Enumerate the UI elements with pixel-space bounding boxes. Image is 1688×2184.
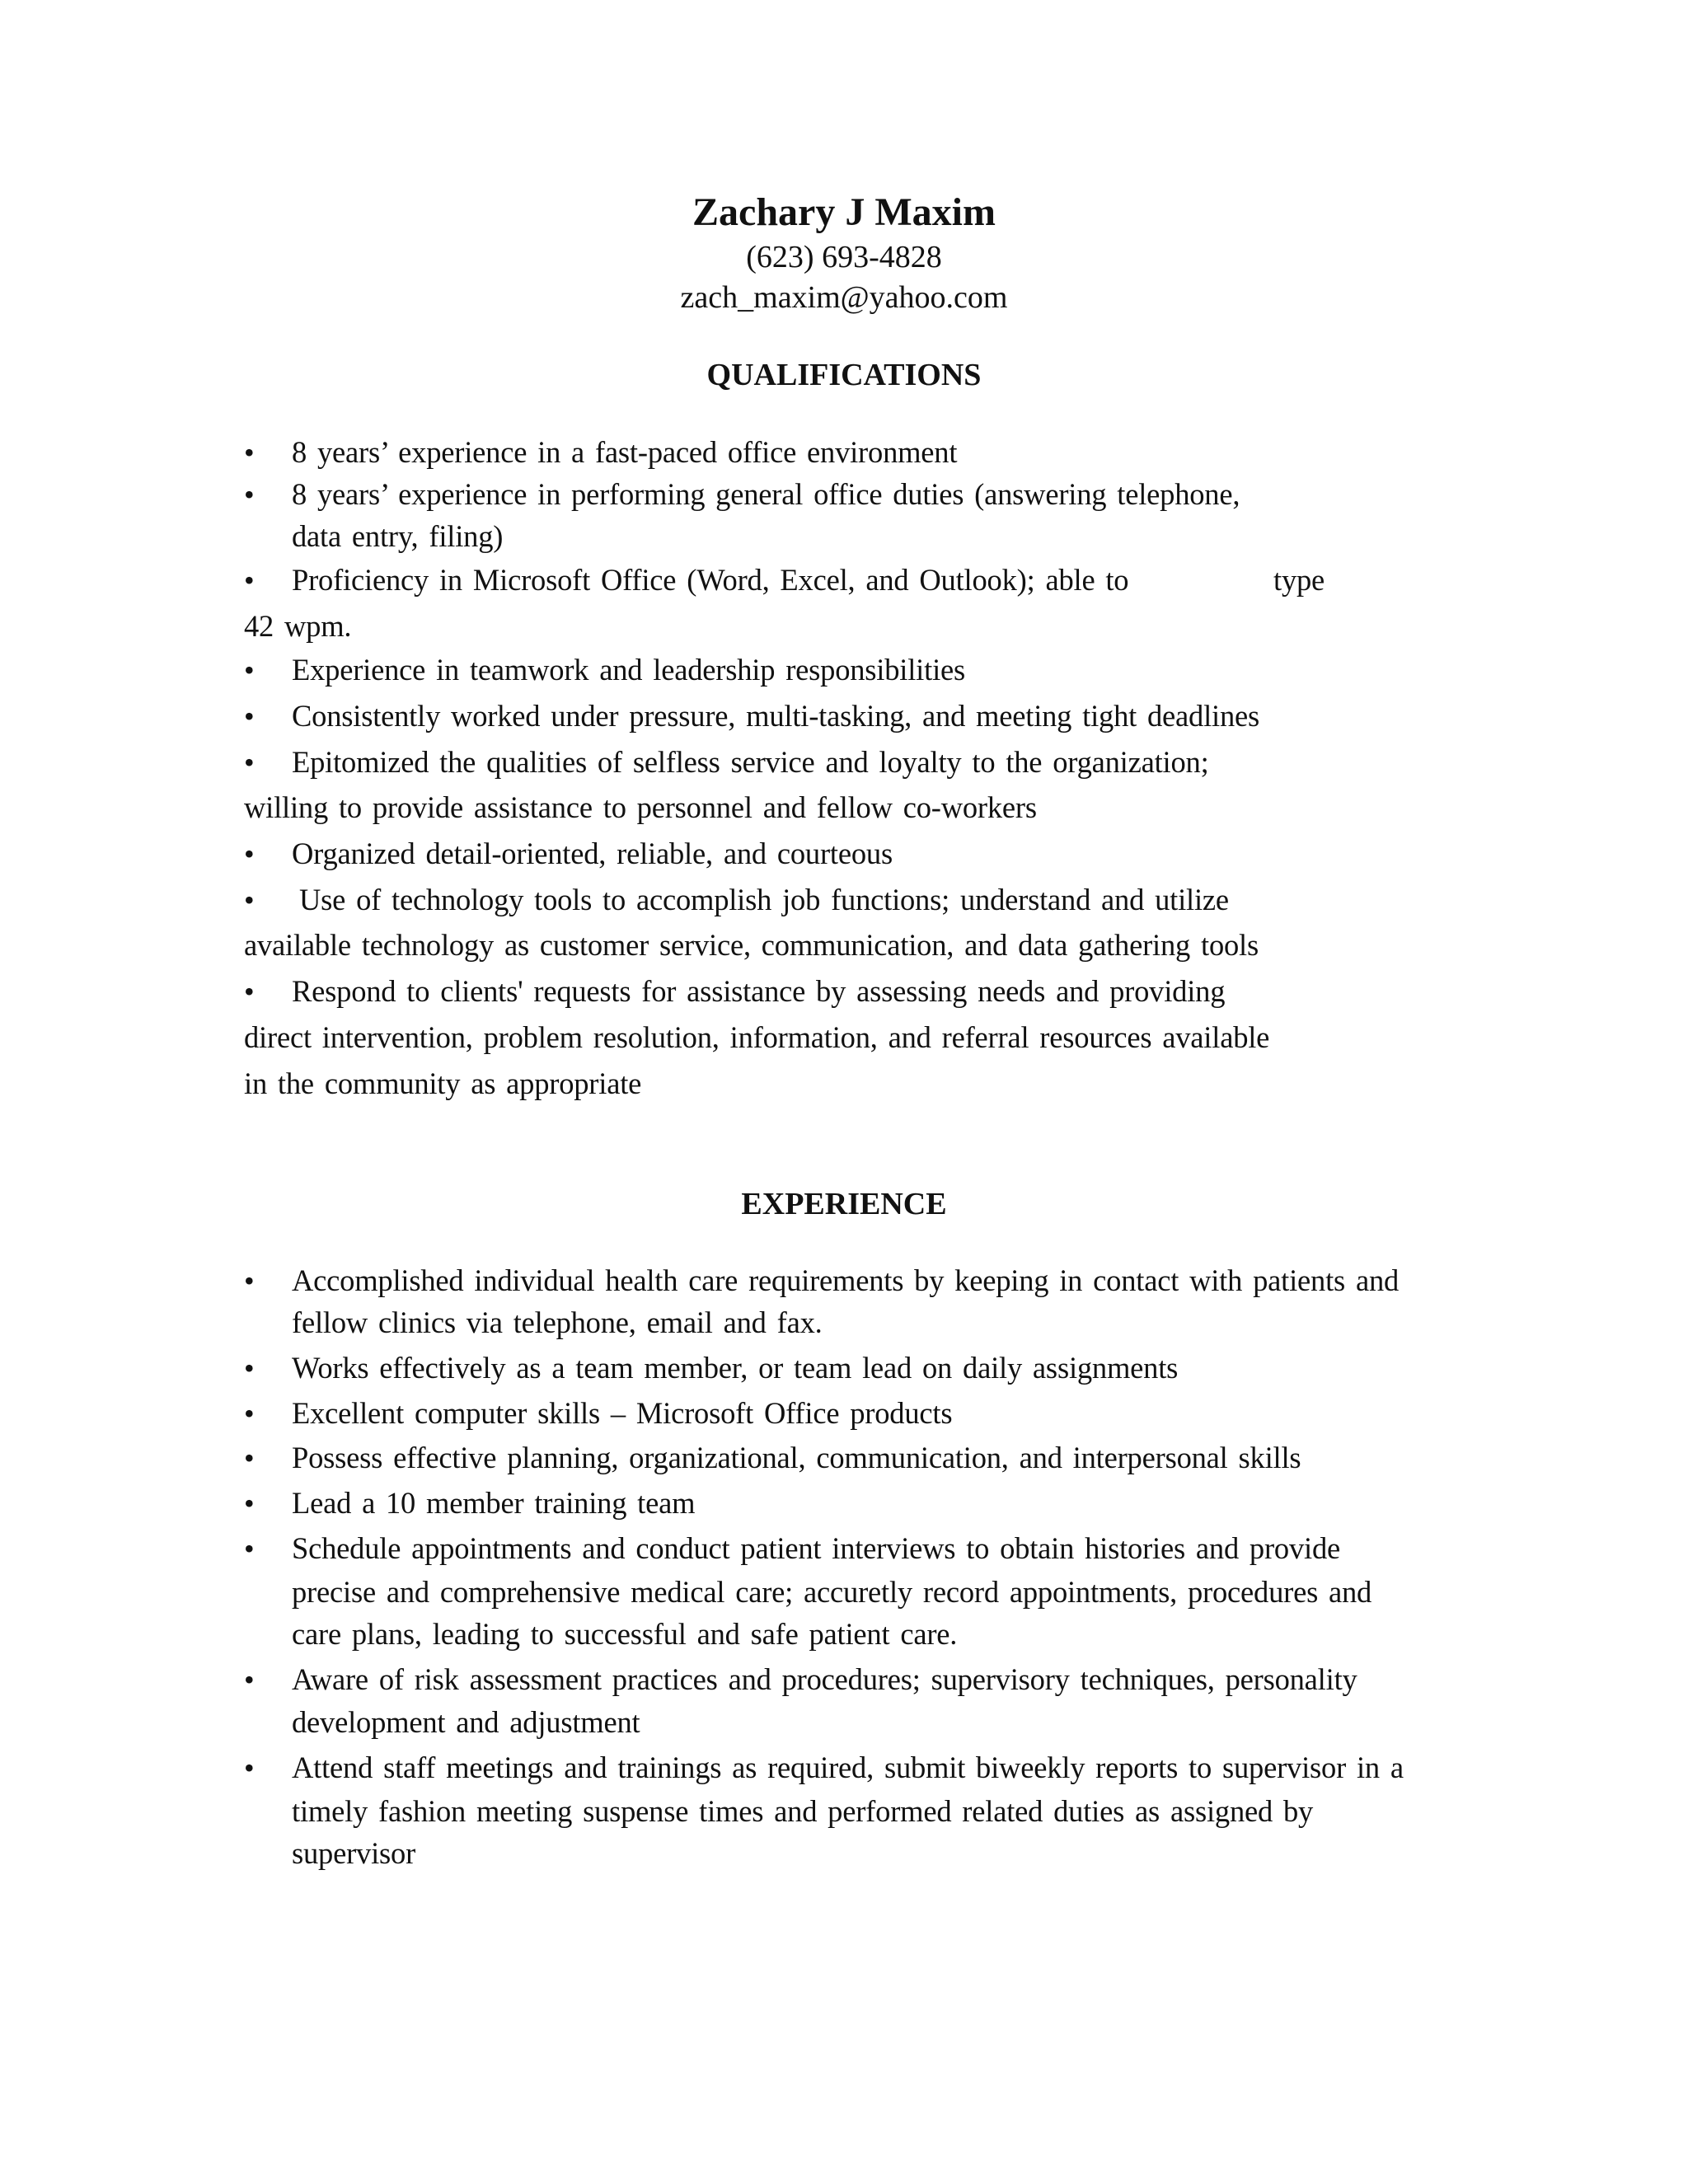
qualification-line: Consistently worked under pressure, multi-tasking, and meeting tight deadlines xyxy=(292,699,1260,733)
qualification-line: 8 years’ experience in performing general office duties (answering telephone, xyxy=(292,477,1240,511)
bullet-icon: • xyxy=(244,436,255,469)
bullet-icon: • xyxy=(244,1751,255,1784)
qualification-line: willing to provide assistance to personnel and fellow co-workers xyxy=(244,790,1037,824)
experience-line: Attend staff meetings and trainings as required, submit biweekly reports to supervisor in a xyxy=(292,1750,1404,1784)
qualification-line: Organized detail-oriented, reliable, and courteous xyxy=(292,837,893,870)
experience-line: Excellent computer skills – Microsoft Office products xyxy=(292,1396,953,1430)
bullet-icon: • xyxy=(244,478,255,511)
qualification-line: Epitomized the qualities of selfless service and loyalty to the organization; xyxy=(292,745,1209,779)
bullet-icon: • xyxy=(244,1397,255,1430)
experience-line: fellow clinics via telephone, email and fax. xyxy=(292,1305,823,1339)
email-address: zach_maxim@yahoo.com xyxy=(680,280,1008,315)
qualification-line: Experience in teamwork and leadership responsibilities xyxy=(292,653,966,687)
bullet-icon: • xyxy=(244,654,255,687)
bullet-icon: • xyxy=(244,837,255,870)
experience-line: precise and comprehensive medical care; accuretly record appointments, procedures and xyxy=(292,1575,1372,1609)
bullet-icon: • xyxy=(244,1663,255,1696)
qualification-line: available technology as customer service, communication, and data gathering tools xyxy=(244,928,1259,962)
qualifications-heading: QUALIFICATIONS xyxy=(706,358,982,392)
qualification-line: data entry, filing) xyxy=(292,519,504,553)
bullet-icon: • xyxy=(244,1264,255,1297)
experience-line: care plans, leading to successful and safe patient care. xyxy=(292,1617,958,1651)
qualification-line: Use of technology tools to accomplish job functions; understand and utilize xyxy=(299,883,1229,916)
bullet-icon: • xyxy=(244,746,255,779)
bullet-icon: • xyxy=(244,883,255,916)
experience-line: supervisor xyxy=(292,1836,416,1870)
experience-heading: EXPERIENCE xyxy=(741,1187,947,1221)
experience-line: development and adjustment xyxy=(292,1705,640,1739)
bullet-icon: • xyxy=(244,1441,255,1474)
bullet-icon: • xyxy=(244,1487,255,1520)
bullet-icon: • xyxy=(244,1352,255,1385)
qualification-line: in the community as appropriate xyxy=(244,1066,642,1100)
qualification-line: Proficiency in Microsoft Office (Word, Excel, and Outlook); able to xyxy=(292,563,1129,597)
bullet-icon: • xyxy=(244,975,255,1008)
experience-line: Accomplished individual health care requirements by keeping in contact with patients and xyxy=(292,1263,1400,1297)
experience-line: Aware of risk assessment practices and procedures; supervisory techniques, personality xyxy=(292,1662,1357,1696)
qualification-line: direct intervention, problem resolution, information, and referral resources available xyxy=(244,1020,1270,1054)
phone-number: (623) 693-4828 xyxy=(746,240,942,274)
bullet-icon: • xyxy=(244,700,255,733)
experience-line: timely fashion meeting suspense times and performed related duties as assigned by xyxy=(292,1794,1314,1828)
experience-line: Works effectively as a team member, or team lead on daily assignments xyxy=(292,1351,1179,1385)
experience-line: Possess effective planning, organizational, communication, and interpersonal skills xyxy=(292,1441,1301,1474)
bullet-icon: • xyxy=(244,1532,255,1565)
applicant-name: Zachary J Maxim xyxy=(692,190,996,234)
experience-line: Lead a 10 member training team xyxy=(292,1486,696,1520)
qualification-line: Respond to clients' requests for assistance by assessing needs and providing xyxy=(292,974,1226,1008)
experience-line: Schedule appointments and conduct patient interviews to obtain histories and provide xyxy=(292,1531,1341,1565)
qualification-line: 8 years’ experience in a fast-paced office environment xyxy=(292,435,958,469)
qualification-line: 42 wpm. xyxy=(244,609,352,643)
bullet-icon: • xyxy=(244,564,255,597)
qualification-line: type xyxy=(1273,563,1325,597)
